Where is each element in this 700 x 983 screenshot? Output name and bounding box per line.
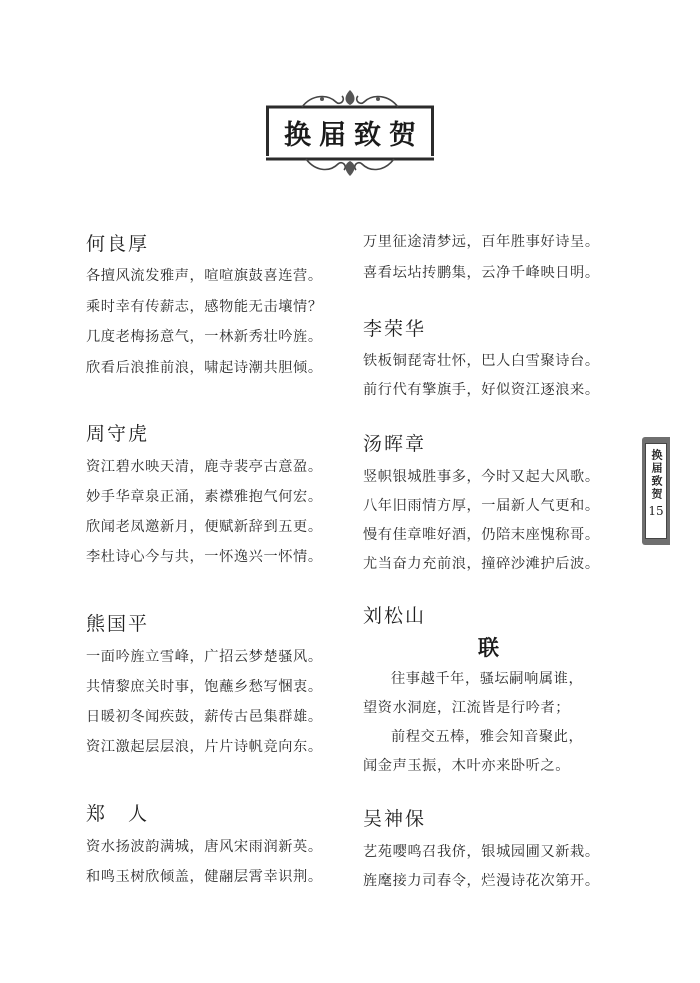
section-side-tab bbox=[642, 437, 670, 545]
poem-line: 欣闻老凤邀新月，便赋新辞到五更。 bbox=[86, 519, 323, 535]
poem-line: 一面吟旌立雪峰，广招云梦楚骚风。 bbox=[86, 649, 323, 665]
author-name: 汤晖章 bbox=[363, 433, 427, 455]
ornament-bottom-icon bbox=[266, 156, 434, 180]
poem-line: 慢有佳章唯好酒，仍陪末座愧称哥。 bbox=[363, 527, 600, 543]
author-name: 何良厚 bbox=[86, 233, 150, 255]
couplet-line: 前程交五棒，雅会知音聚此， bbox=[391, 729, 584, 745]
poem-line: 日暖初冬闻疾鼓，薪传古邑集群雄。 bbox=[86, 709, 323, 725]
poem-line: 万里征途清梦远，百年胜事好诗呈。 bbox=[363, 234, 600, 250]
poem-line: 旌麾接力司春令，烂漫诗花次第开。 bbox=[363, 873, 600, 889]
poem-line: 竖帜银城胜事多，今时又起大风歌。 bbox=[363, 469, 600, 485]
author-name: 郑 人 bbox=[86, 803, 150, 825]
poem-line: 艺苑嘤鸣召我侪，银城园圃又新栽。 bbox=[363, 844, 600, 860]
poem-line: 乘时幸有传薪志，感物能无击壤情？ bbox=[86, 299, 323, 315]
poem-line: 资水扬波韵满城，唐风宋雨润新英。 bbox=[86, 839, 323, 855]
author-name: 周守虎 bbox=[86, 423, 150, 445]
poem-line: 几度老梅扬意气，一林新秀壮吟旌。 bbox=[86, 329, 323, 345]
side-tab-label: 换届致贺 bbox=[650, 449, 663, 501]
ornament-top-icon bbox=[266, 86, 434, 110]
page-number: 15 bbox=[648, 504, 664, 518]
poem-line: 共情黎庶关时事，饱蘸乡愁写悃衷。 bbox=[86, 679, 323, 695]
poem-line: 八年旧雨情方厚，一届新人气更和。 bbox=[363, 498, 600, 514]
couplet-title: 联 bbox=[478, 636, 499, 660]
author-name: 李荣华 bbox=[363, 318, 427, 340]
title-box bbox=[266, 108, 434, 156]
poem-line: 欣看后浪推前浪，啸起诗潮共胆倾。 bbox=[86, 360, 323, 376]
page-title: 换届致贺 bbox=[284, 119, 424, 151]
title-block bbox=[266, 86, 434, 186]
poem-line: 李杜诗心今与共，一怀逸兴一怀情。 bbox=[86, 549, 323, 565]
couplet-line: 望资水洞庭，江流皆是行吟者； bbox=[363, 700, 571, 716]
side-tab-inner bbox=[645, 443, 667, 539]
couplet-line: 往事越千年，骚坛嗣响属谁， bbox=[391, 671, 584, 687]
poem-line: 铁板铜琵寄壮怀，巴人白雪聚诗台。 bbox=[363, 353, 600, 369]
poem-line: 资江激起层层浪，片片诗帆竞向东。 bbox=[86, 739, 323, 755]
poem-line: 和鸣玉树欣倾盖，健翮层霄幸识荆。 bbox=[86, 869, 323, 885]
author-name: 吴神保 bbox=[363, 808, 427, 830]
couplet-line: 闻金声玉振，木叶亦来卧听之。 bbox=[363, 758, 571, 774]
poem-line: 前行代有擎旗手，好似资江逐浪来。 bbox=[363, 382, 600, 398]
author-name: 熊国平 bbox=[86, 613, 150, 635]
poem-line: 尤当奋力充前浪，撞碎沙滩护后波。 bbox=[363, 556, 600, 572]
poem-line: 喜看坛坫抟鹏集，云净千峰映日明。 bbox=[363, 265, 600, 281]
poem-line: 各擅风流发雅声，喧喧旗鼓喜连营。 bbox=[86, 268, 323, 284]
author-name: 刘松山 bbox=[363, 605, 427, 627]
poem-line: 妙手华章泉正涌，素襟雅抱气何宏。 bbox=[86, 489, 323, 505]
poem-line: 资江碧水映天清，鹿寺裴亭古意盈。 bbox=[86, 459, 323, 475]
